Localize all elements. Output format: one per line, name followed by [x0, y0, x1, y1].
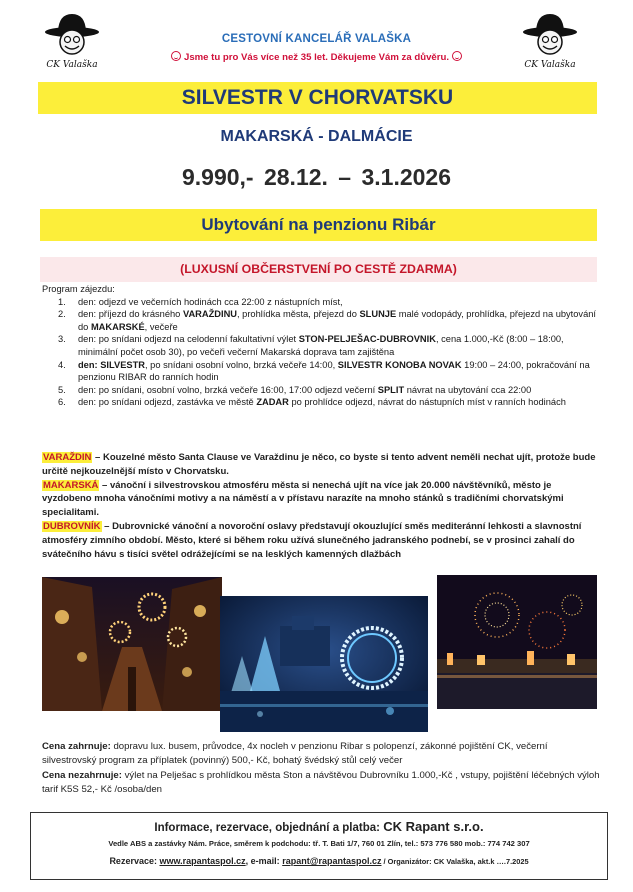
- program-day-5: 5. den: po snídani, osobní volno, brzká večeře 16:00, 17:00 odjezd večerní SPLIT návrat na ubytování cca 22:00: [58, 384, 532, 395]
- price-and-dates: 9.990,- 28.12. – 3.1.2026: [181, 164, 452, 190]
- email-link[interactable]: rapant@rapantaspol.cz: [282, 856, 382, 866]
- program-day-6: 6. den: po snídani odjezd, zastávka ve městě ZADAR po prohlídce odjezd, návrat do nástupních míst v ranních hodinách: [58, 397, 566, 408]
- footer-address: Vedle ABS a zastávky Nám. Práce, směrem k podchodu: tř. T. Bati 1/7, 760 01 Zlín, tel.: 573 776 580 mob.: 774 742 307: [108, 839, 530, 848]
- bonus-banner: (LUXUSNÍ OBČERSTVENÍ PO CESTĚ ZDARMA): [40, 257, 597, 282]
- trip-title: SILVESTR V CHORVATSKU: [38, 82, 597, 114]
- price-excluded: Cena nezahrnuje: výlet na Pelješac s prohlídkou města Ston a návštěvou Dubrovníku 1.000,-Kč , vstupy, pojištění léčebných výloh tarif K5S 52,- Kč /osoba/den: [42, 769, 600, 796]
- program-day-4: 4. den: SILVESTR, po snídani osobní volno, brzká večeře 14:00, SILVESTR KONOBA NOVAK 19:00 – 24:00, pokračování na penzionu RIBAR do ranních hodin: [58, 359, 590, 383]
- tagline-text: Jsme tu pro Vás více než 35 let. Děkujeme Vám za důvěru.: [183, 52, 449, 63]
- website-link[interactable]: www.rapantaspol.cz: [159, 856, 246, 866]
- agency-title: CESTOVNÍ KANCELÁŘ VALAŠKA: [221, 33, 412, 45]
- price-included: Cena zahrnuje: dopravu lux. busem, průvodce, 4x nocleh v penzionu Ribar s polopenzí, zákonné pojištění CK, večerní silvestrovský program za příplatek (povinný) 500,- Kč, bohatý švédský stůl celý večer: [42, 741, 548, 767]
- desc-dubrovnik: DUBROVNÍK – Dubrovnické vánoční a novoroční oslavy představují okouzlující směs mediteránní lehkosti a slavnostní atmosféry zimního období. Město, které si během roku užívá slunečného jadranského podnebí, se v prosinci zahalí do svátečního hávu s tisíci světel odrážejícími se na lesklých kamenných dlažbách: [42, 520, 582, 560]
- program-day-2: 2. den: příjezd do krásného VARAŽDINU, prohlídka města, přejezd do SLUNJE malé vodopády, prohlídka, přejezd na ubytování do MAKARSKÉ, večeře: [58, 309, 597, 332]
- program-day-1: 1. den: odjezd ve večerních hodinách cca 22:00 z nástupních míst,: [58, 296, 343, 307]
- agency-tagline: [0, 51, 633, 63]
- smiley-icon: [171, 51, 181, 61]
- logo-text: CK Valaška: [524, 60, 576, 70]
- contact-footer: [30, 812, 608, 880]
- program-day-3: 3. den: po snídani odjezd na celodenní fakultativní výlet STON-PELJEŠAC-DUBROVNIK, cena 1.000,-Kč (8:00 – 18:00, minimální počet osob 30), po večeři večerní Makarská doprava tam zajištěna: [58, 334, 564, 357]
- photo-dubrovnik-lights: [220, 596, 428, 732]
- photo-fireworks-harbour: [437, 575, 597, 709]
- trip-destination: MAKARSKÁ - DALMÁCIE: [220, 128, 413, 145]
- logo-text: CK Valaška: [46, 60, 98, 70]
- pricing-section: [42, 740, 602, 798]
- photo-christmas-street: [42, 577, 222, 711]
- destination-descriptions: [42, 451, 602, 561]
- accommodation-banner: Ubytování na penzionu Ribár: [40, 209, 597, 241]
- program-section: [42, 283, 602, 409]
- desc-varazdin: VARAŽDIN – Kouzelné město Santa Clause ve Varaždinu je něco, co byste si tento advent neměli nechat ujít, protože bude určitě nejkouzelnější místo v Chorvatsku.: [42, 452, 596, 477]
- program-heading: Program zájezdu:: [42, 284, 115, 294]
- footer-reservation-line: Rezervace: www.rapantaspol.cz, e-mail: rapant@rapantaspol.cz / Organizátor: CK Valaška, akt.k ….7.2025: [109, 856, 529, 866]
- desc-makarska: MAKARSKÁ – vánoční i silvestrovskou atmosféru města si nenechá ujít na více jak 20.000 návštěvníků, město je vyzdobeno mnoha vánočními motivy a na náměstí a v přístavu narazíte na mnoho stánků s tradičními chorvatskými specialitami.: [42, 479, 564, 519]
- smiley-icon: [452, 51, 462, 61]
- company-name: CK Rapant s.r.o.: [383, 819, 484, 834]
- program-days: [42, 296, 602, 409]
- footer-info-line: Informace, rezervace, objednání a platba: CK Rapant s.r.o.: [154, 819, 484, 834]
